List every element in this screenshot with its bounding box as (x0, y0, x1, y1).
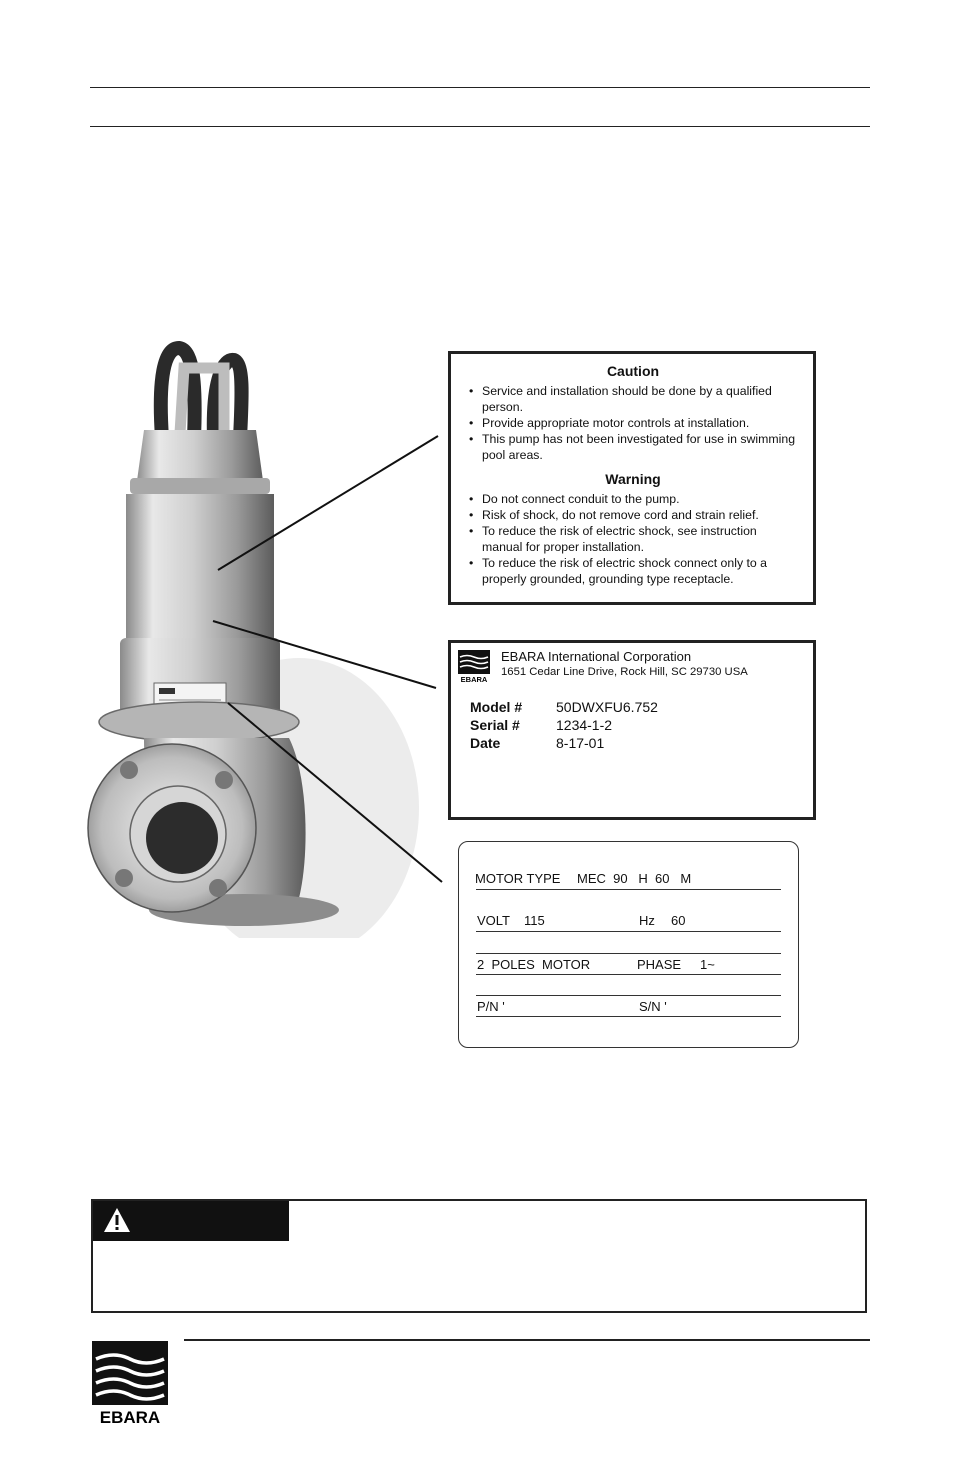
plate-line (476, 974, 781, 975)
warning-item: • Do not connect conduit to the pump. (467, 491, 799, 507)
volt-value: 115 (524, 913, 545, 928)
phase-value: 1~ (700, 957, 715, 972)
caution-item: • This pump has not been investigated for use in swimming pool areas. (467, 431, 799, 463)
model-label: Model # (470, 699, 523, 715)
footer-rule (184, 1339, 870, 1341)
nameplate-logo-text: EBARA (460, 675, 488, 683)
model-row (470, 699, 658, 715)
caution-item: • Service and installation should be done by a qualified person. (467, 383, 799, 415)
header-rule-bottom (90, 126, 870, 127)
nameplate-label (448, 640, 816, 820)
date-value: 8-17-01 (556, 735, 605, 751)
warning-triangle-icon (102, 1206, 132, 1234)
footer-logo-text: EBARA (99, 1408, 161, 1425)
motor-type-label: MOTOR TYPE (475, 871, 561, 886)
header-rule-top (90, 87, 870, 88)
motor-plate (458, 841, 799, 1048)
serial-row (470, 717, 612, 733)
warning-item: • Risk of shock, do not remove cord and strain relief. (467, 507, 799, 523)
date-row (470, 735, 604, 751)
volt-label: VOLT (477, 913, 510, 928)
pump-illustration (84, 338, 424, 938)
caution-item: • Provide appropriate motor controls at installation. (467, 415, 799, 431)
pn-label: P/N ' (477, 999, 505, 1014)
poles-text: 2 POLES MOTOR (477, 957, 591, 972)
date-label: Date (470, 735, 501, 751)
sn-label: S/N ' (639, 999, 667, 1014)
plate-line (476, 953, 781, 954)
company-address: 1651 Cedar Line Drive, Rock Hill, SC 29730 USA (501, 666, 748, 678)
plate-line (476, 1016, 781, 1017)
warning-panel (91, 1199, 867, 1313)
hz-value: 60 (671, 913, 686, 928)
plate-line (476, 931, 781, 932)
serial-value: 1234-1-2 (556, 717, 613, 733)
plate-line (476, 889, 781, 890)
ebara-logo-icon (457, 649, 491, 683)
company-name: EBARA International Corporation (501, 649, 692, 664)
ebara-footer-logo-icon (92, 1341, 168, 1425)
phase-label: PHASE (637, 957, 682, 972)
warning-item: • To reduce the risk of electric shock, see instruction manual for proper installation. (467, 523, 799, 555)
caution-warning-label (448, 351, 816, 605)
motor-type-value: MEC 90 H 60 M (577, 871, 692, 886)
warning-item: • To reduce the risk of electric shock connect only to a properly grounded, grounding type receptacle. (467, 555, 799, 587)
plate-line (476, 995, 781, 996)
warning-list (467, 491, 799, 587)
warning-heading: Warning (605, 471, 661, 487)
model-value: 50DWXFU6.752 (556, 699, 658, 715)
caution-heading: Caution (606, 363, 660, 379)
caution-list (467, 383, 799, 463)
hz-label: Hz (639, 913, 655, 928)
serial-label: Serial # (470, 717, 520, 733)
warning-tab (93, 1201, 289, 1241)
